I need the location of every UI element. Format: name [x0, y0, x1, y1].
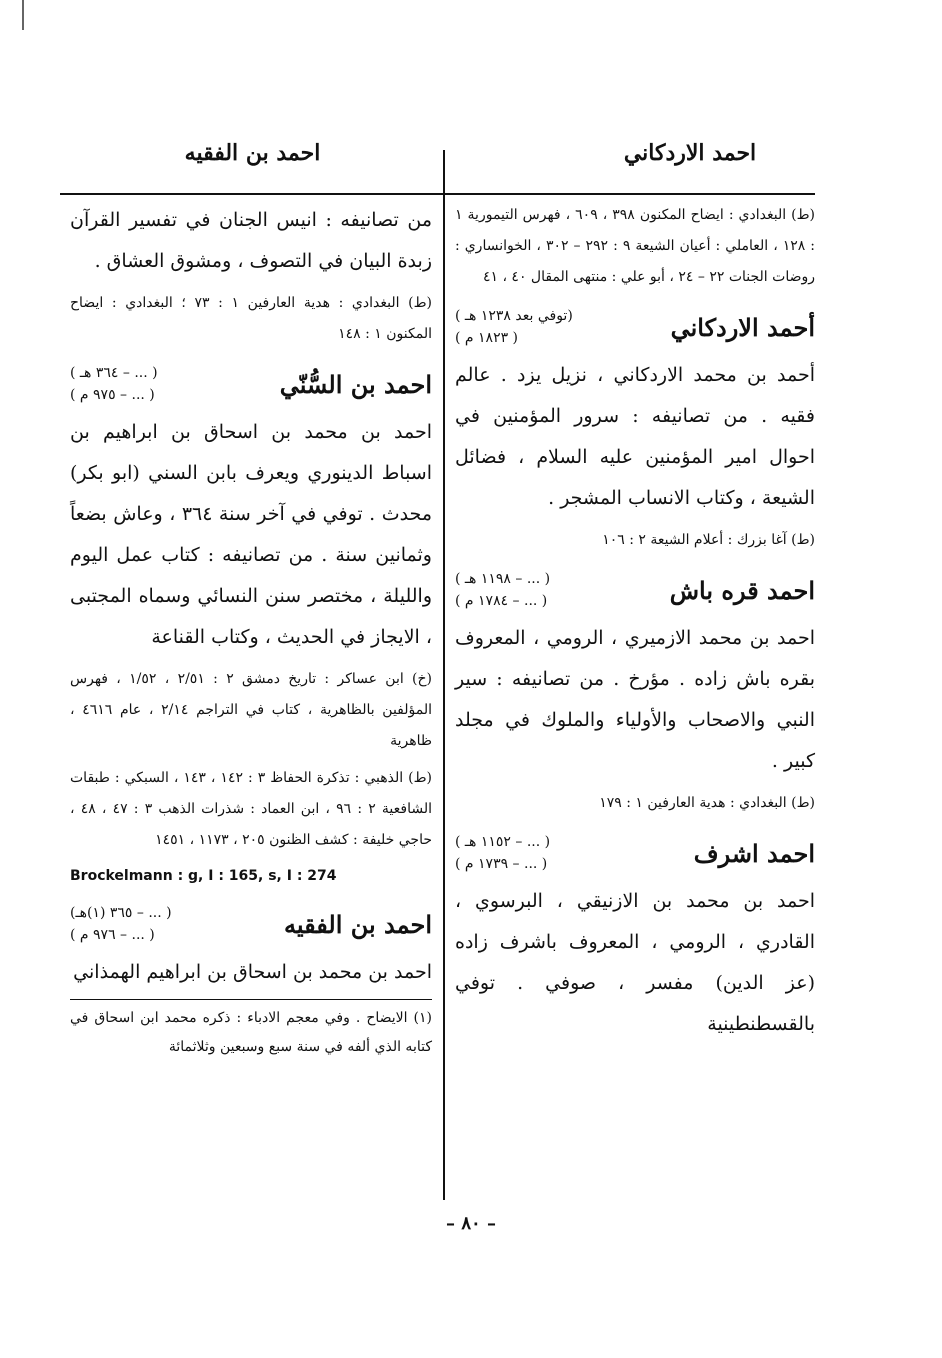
gregorian-date: ( ... – ١٧٣٩ م ) — [455, 856, 548, 872]
running-header-right: احمد الاردكاني — [623, 140, 757, 166]
hijri-date: ( ... – ٣٦٤ هـ ) — [70, 365, 158, 381]
page-number: – ٨٠ – — [446, 1213, 496, 1234]
brockelmann-reference: Brockelmann : g, I : 165, s, I : 274 — [70, 868, 337, 884]
entry-heading — [455, 568, 815, 612]
entry — [70, 902, 432, 993]
entry-heading — [455, 305, 815, 349]
entry-body: احمد بن محمد الازميري ، الرومي ، المعروف بقره باش زاده . مؤرخ . من تصانيفه : سير النبي والاصحاب والأولياء والملوك في مجلد كبير . — [455, 627, 815, 772]
running-header-left: احمد بن الفقيه — [184, 140, 321, 166]
hijri-date: ( ... – ١١٩٨ هـ ) — [455, 571, 551, 587]
references: (خ) ابن عساكر : تاريخ دمشق ٢ : ٢/٥١ ، ١/٥٢ ، فهرس المؤلفين بالظاهرية ، كتاب في التراجم ٢/١٤ ، عام ٤٦١٦ ، ظاهرية — [70, 671, 433, 749]
references: (ط) آغا بزرك : أعلام الشيعة ٢ : ١٠٦ — [602, 532, 815, 548]
entry-dates — [70, 902, 172, 946]
gregorian-date: ( ١٨٢٣ م ) — [455, 330, 519, 346]
column-divider — [443, 150, 445, 1200]
gregorian-date: ( ... – ٩٧٦ م ) — [70, 927, 155, 943]
references: (ط) البغدادي : ايضاح المكنون ٣٩٨ ، ٦٠٩ ، فهرس التيمورية ١ : ١٢٨ ، العاملي : أعيان الشيعة ٩ : ٢٩٢ – ٣٠٢ ، الخوانساري : روضات الجنات ٢٢ – ٢٤ ، أبو علي : منتهى المقال ٤٠ ، ٤١ — [455, 207, 816, 285]
footnote: (١) الايضاح . وفي معجم الادباء : ذكره محمد ابن اسحاق في كتابه الذي ألفه في سنة سبع وسبعين وثلاثمائة — [70, 1010, 432, 1055]
left-spine-mark — [22, 0, 24, 30]
hijri-date: ( ... – ٣٦٥ (١)هـ) — [70, 905, 172, 921]
hijri-date: ( ... – ١١٥٢ هـ ) — [455, 834, 551, 850]
hijri-date: (توفي بعد ١٢٣٨ هـ ) — [455, 308, 573, 324]
entry-dates — [70, 362, 158, 406]
entry — [455, 305, 815, 556]
gregorian-date: ( ... – ١٧٨٤ م ) — [455, 593, 548, 609]
footnote-rule — [70, 999, 432, 1000]
entry-body: احمد بن محمد بن اسحاق بن ابراهيم بن اسباط الدينوري ويعرف بابن السني (ابو بكر) محدث . توفي في آخر سنة ٣٦٤ ، وعاش بضعاً وثمانين سنة . من تصانيفه : كتاب عمل اليوم والليلة ، مختصر سنن النسائي وسماه المجتبى ، الايجاز في الحديث ، وكتاب القناعة — [70, 421, 432, 648]
entry-name: احمد قره باش — [669, 575, 815, 605]
entry-dates — [455, 831, 550, 875]
entry-name: أحمد الاردكاني — [670, 312, 815, 342]
entry-body: احمد بن محمد بن الازنيقي ، البرسوي ، القادري ، الرومي ، المعروف باشرف زاده (عز الدين) مفسر ، صوفي . توفي بالقسطنطينية — [455, 890, 815, 1035]
continued-body: من تصانيفه : انيس الجنان في تفسير القرآن زبدة البيان في التصوف ، ومشوق العشاق . — [70, 209, 432, 272]
references: (ط) الذهبي : تذكرة الحفاظ ٣ : ١٤٢ ، ١٤٣ ، السبكي : طبقات الشافعية ٢ : ٩٦ ، ابن العماد : شذرات الذهب ٣ : ٤٧ ، ٤٨ ، حاجي خليفة : كشف الظنون ٢٠٥ ، ١١٧٣ ، ١٤٥١ — [70, 770, 432, 848]
entry — [455, 831, 815, 1045]
entry-dates — [455, 568, 550, 612]
entry-body: احمد بن محمد بن اسحاق بن ابراهيم الهمذاني — [73, 961, 432, 983]
entry — [70, 362, 432, 890]
header-rule — [60, 193, 815, 195]
entry — [455, 568, 815, 819]
entry-dates — [455, 305, 573, 349]
entry-heading — [70, 902, 432, 946]
entry-heading — [455, 831, 815, 875]
references: (ط) البغدادي : هدية العارفين ١ : ٧٣ ؛ البغدادي : ايضاح المكنون ١ : ١٤٨ — [70, 295, 432, 342]
entry-name: احمد اشرف — [693, 838, 815, 868]
entry-name: احمد بن الفقيه — [283, 909, 432, 939]
gregorian-date: ( ... – ٩٧٥ م ) — [70, 387, 155, 403]
entry-body: أحمد بن محمد الاردكاني ، نزيل يزد . عالم فقيه . من تصانيفه : سرور المؤمنين في احوال امير المؤمنين عليه السلام ، فضائل الشيعة ، وكتاب الانساب المشجر . — [455, 364, 815, 509]
entry-name: احمد بن السُّنّي — [279, 369, 432, 399]
entry-heading — [70, 362, 432, 406]
left-column — [70, 200, 432, 1062]
references: (ط) البغدادي : هدية العارفين ١ : ١٧٩ — [599, 795, 815, 811]
right-column — [455, 200, 815, 1051]
